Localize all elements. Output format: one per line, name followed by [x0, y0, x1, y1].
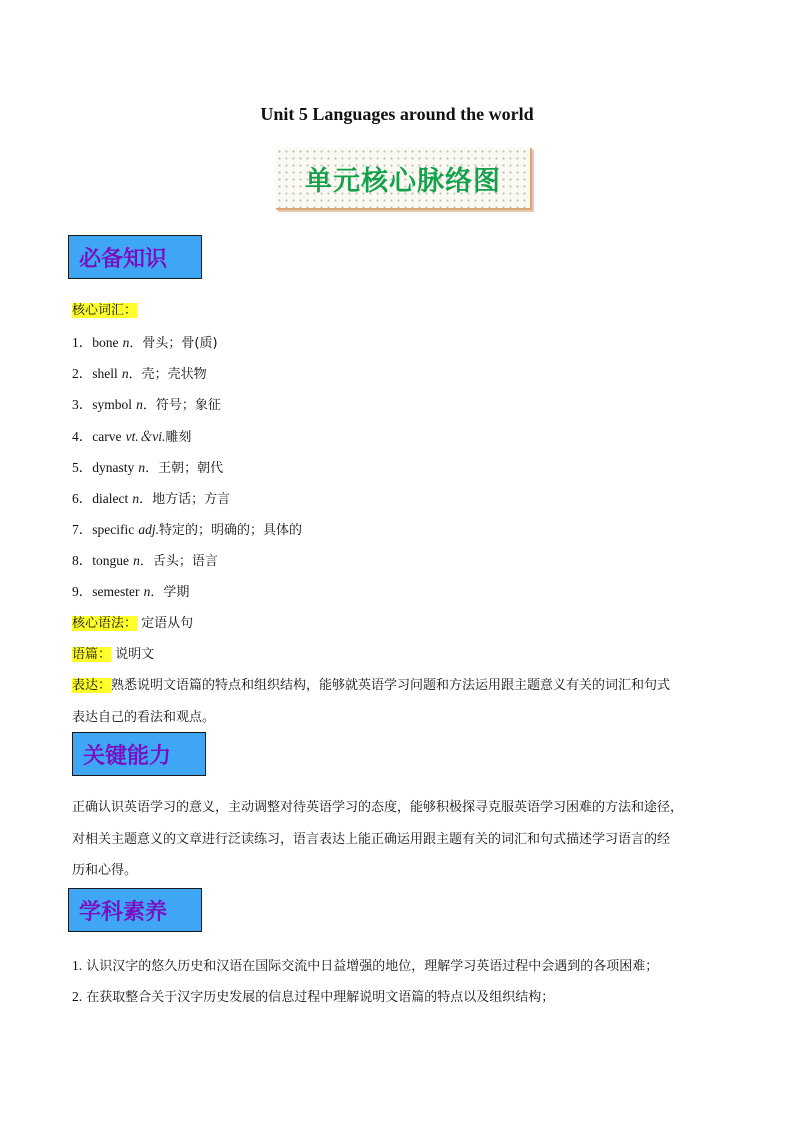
expression-line-continued: 表达自己的看法和观点。	[72, 710, 216, 725]
unit-map-banner	[276, 148, 532, 210]
banner-text: 单元核心脉络图	[305, 165, 501, 197]
section-heading-text: 必备知识	[79, 246, 168, 272]
vocab-item: 7．specific adj.特定的；明确的；具体的	[72, 522, 303, 538]
discourse-line	[72, 643, 154, 662]
vocab-item: 1．bone n．骨头；骨(质)	[72, 335, 218, 351]
vocab-label-line	[72, 299, 137, 318]
expression-line	[72, 674, 670, 693]
vocab-item: 6．dialect n．地方话；方言	[72, 491, 231, 507]
section-heading-literacy	[68, 888, 202, 932]
vocab-item: 3．symbol n．符号；象征	[72, 397, 221, 413]
ability-paragraph: 正确认识英语学习的意义，主动调整对待英语学习的态度，能够积极探寻克服英语学习困难的方法和途径， 对相关主题意义的文章进行泛读练习，语言表达上能正确运用跟主题有关的词汇和句式描述学习语言的经 历和心得。	[72, 800, 684, 878]
expression-text: 熟悉说明文语篇的特点和组织结构，能够就英语学习问题和方法运用跟主题意义有关的词汇和句式	[111, 678, 671, 693]
vocab-item: 9．semester n．学期	[72, 584, 190, 600]
vocab-label: 核心词汇：	[72, 303, 138, 318]
discourse-value: 说明文	[115, 647, 155, 662]
vocab-item: 2．shell n．壳；壳状物	[72, 366, 207, 382]
vocab-item: 8．tongue n．舌头；语言	[72, 553, 218, 569]
section-heading-text: 关键能力	[83, 743, 172, 769]
section-heading-text: 学科素养	[79, 899, 168, 925]
vocab-item: 4．carve vt.＆vi.雕刻	[72, 429, 192, 445]
literacy-item: 1. 认识汉字的悠久历史和汉语在国际交流中日益增强的地位，理解学习英语过程中会遇到的各项困难；	[72, 958, 659, 974]
vocab-item: 5．dynasty n．王朝；朝代	[72, 460, 224, 476]
expression-label: 表达：	[72, 678, 112, 693]
literacy-item: 2. 在获取整合关于汉字历史发展的信息过程中理解说明文语篇的特点以及组织结构；	[72, 989, 555, 1005]
grammar-value: 定语从句	[141, 616, 194, 631]
discourse-label: 语篇：	[72, 647, 112, 662]
section-heading-ability	[72, 732, 206, 776]
grammar-line	[72, 612, 193, 631]
document-title: Unit 5 Languages around the world	[260, 104, 534, 124]
section-heading-knowledge	[68, 235, 202, 279]
grammar-label: 核心语法：	[72, 616, 138, 631]
